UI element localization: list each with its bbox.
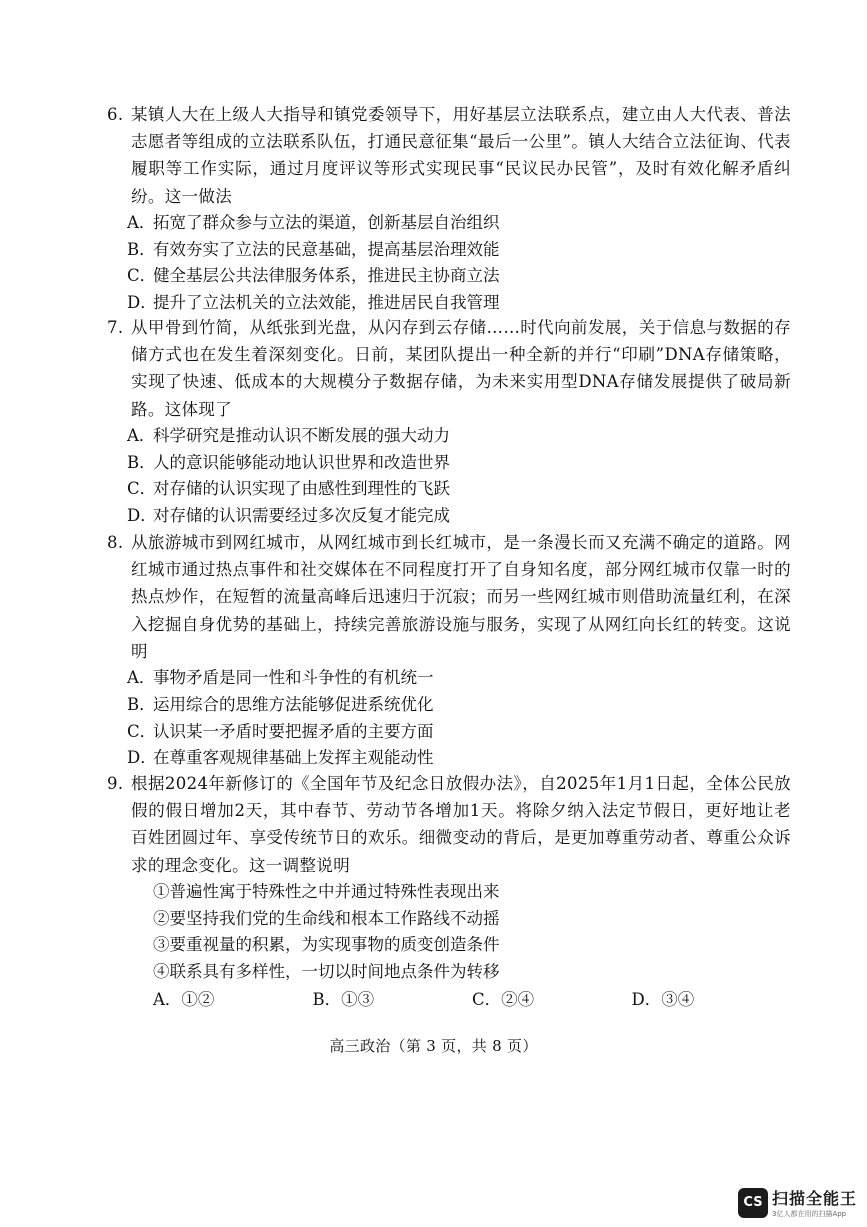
question-number: 8.: [107, 533, 124, 552]
page-footer: 高三政治（第 3 页，共 8 页）: [329, 1037, 538, 1055]
option-d: D．在尊重客观规律基础上发挥主观能动性: [127, 748, 434, 768]
question-number: 6.: [107, 105, 124, 124]
choice-b: B．①③: [312, 990, 375, 1009]
question-stem: [107, 529, 791, 665]
question-number: 7.: [107, 318, 124, 337]
option-b: B．有效夯实了立法的民意基础，提高基层治理效能: [127, 239, 500, 259]
question-text: 从旅游城市到网红城市，从网红城市到长红城市，是一条漫长而又充满不确定的道路。网红城市通过热点事件和社交媒体在不同程度打开了自身知名度，部分网红城市仅靠一时的热点炒作，在短暂的流量高峰后迅速归于沉寂；而另一些网红城市则借助流量红利，在深入挖掘自身优势的基础上，持续完善旅游设施与服务，实现了从网红向长红的转变。这说明: [131, 533, 791, 661]
question-stem: [107, 314, 791, 423]
statement-1: ①普遍性寓于特殊性之中并通过特殊性表现出来: [153, 881, 500, 901]
question-stem: [107, 770, 791, 879]
statement-3: ③要重视量的积累，为实现事物的质变创造条件: [153, 935, 500, 955]
option-d: D．对存储的认识需要经过多次反复才能完成: [127, 506, 450, 526]
camscanner-logo-icon: CS: [738, 1188, 768, 1218]
question-8: [107, 529, 791, 772]
watermark-subtitle: 3亿人都在用的扫描App: [771, 1210, 847, 1218]
question-number: 9.: [107, 774, 124, 793]
option-c: C．认识某一矛盾时要把握矛盾的主要方面: [127, 721, 434, 741]
question-9: [107, 770, 791, 1013]
option-c: C．健全基层公共法律服务体系，推进民主协商立法: [127, 266, 500, 286]
statement-2: ②要坚持我们党的生命线和根本工作路线不动摇: [153, 908, 500, 928]
option-b: B．人的意识能够能动地认识世界和改造世界: [127, 452, 450, 472]
option-c: C．对存储的认识实现了由感性到理性的飞跃: [127, 479, 450, 499]
question-stem: [107, 101, 791, 210]
question-text: 从甲骨到竹简，从纸张到光盘，从闪存到云存储……时代向前发展，关于信息与数据的存储方式也在发生着深刻变化。日前，某团队提出一种全新的并行“印刷”DNA存储策略，实现了快速、低成本的大规模分子数据存储，为未来实用型DNA存储发展提供了破局新路。这体现了: [131, 318, 791, 419]
option-a: A．拓宽了群众参与立法的渠道，创新基层自治组织: [127, 212, 500, 232]
question-7: [107, 314, 791, 530]
question-text: 根据2024年新修订的《全国年节及纪念日放假办法》，自2025年1月1日起，全体公民放假的假日增加2天，其中春节、劳动节各增加1天。将除夕纳入法定节假日，更好地让老百姓团圆过年、享受传统节日的欢乐。细微变动的背后，是更加尊重劳动者、尊重公众诉求的理念变化。这一调整说明: [131, 774, 791, 875]
question-text: 某镇人大在上级人大指导和镇党委领导下，用好基层立法联系点，建立由人大代表、普法志愿者等组成的立法联系队伍，打通民意征集“最后一公里”。镇人大结合立法征询、代表履职等工作实际，通过月度评议等形式实现民事“民议民办民管”，及时有效化解矛盾纠纷。这一做法: [131, 105, 791, 206]
option-b: B．运用综合的思维方法能够促进系统优化: [127, 694, 434, 714]
choice-a: A．①②: [153, 990, 215, 1009]
option-a: A．事物矛盾是同一性和斗争性的有机统一: [127, 668, 434, 688]
choice-c: C．②④: [472, 990, 535, 1009]
option-d: D．提升了立法机关的立法效能，推进居民自我管理: [127, 293, 500, 313]
scanner-watermark: [738, 1186, 857, 1219]
answer-choices: [131, 986, 791, 1013]
statement-4: ④联系具有多样性，一切以时间地点条件为转移: [153, 962, 500, 982]
watermark-title: 扫描全能王: [771, 1189, 857, 1208]
option-a: A．科学研究是推动认识不断发展的强大动力: [127, 425, 450, 445]
question-6: [107, 101, 791, 317]
choice-d: D．③④: [631, 990, 695, 1009]
